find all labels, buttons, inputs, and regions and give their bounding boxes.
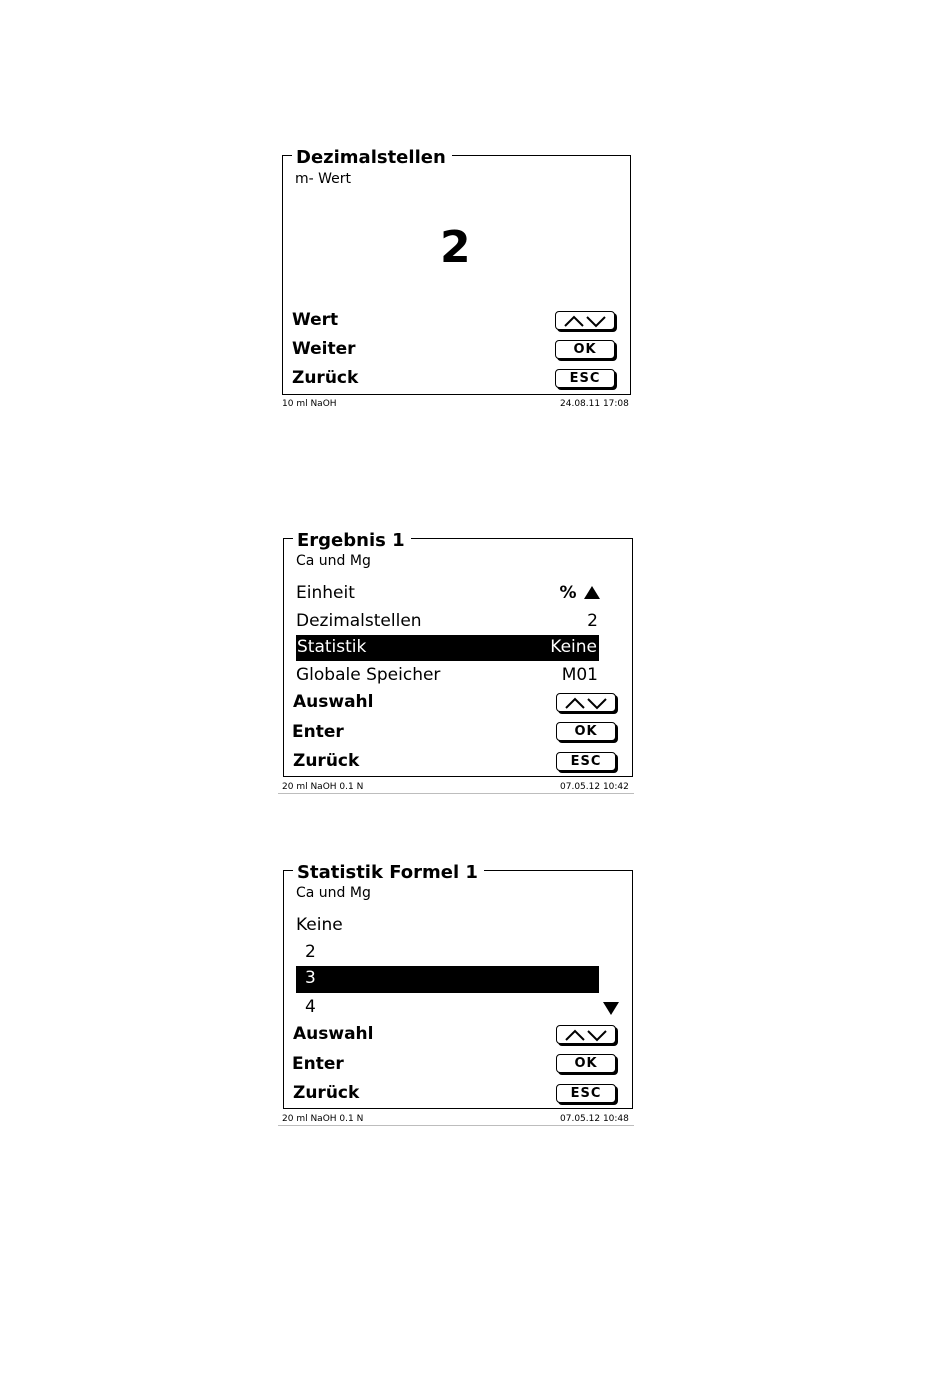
action-label-auswahl: Auswahl (293, 692, 374, 712)
row-label: Globale Speicher (296, 665, 441, 685)
status-right: 07.05.12 10:48 (560, 1114, 629, 1124)
menu-row-statistik[interactable] (296, 635, 599, 661)
status-left: 20 ml NaOH 0.1 N (282, 1114, 364, 1124)
menu-row-dezimalstellen[interactable] (296, 609, 600, 633)
option-2[interactable] (296, 940, 600, 964)
action-label-enter: Enter (292, 1054, 344, 1074)
option-3[interactable] (296, 966, 599, 993)
row-value: M01 (561, 665, 598, 685)
down-triangle-icon[interactable] (603, 1002, 619, 1015)
esc-button[interactable]: ESC (555, 369, 615, 388)
row-label: Einheit (296, 583, 355, 603)
ok-button[interactable]: OK (556, 1054, 616, 1073)
ok-button[interactable]: OK (556, 722, 616, 741)
row-label: Dezimalstellen (296, 611, 422, 631)
up-down-arrows-icon (564, 1028, 608, 1042)
action-label-enter: Enter (292, 722, 344, 742)
option-label: 3 (305, 968, 316, 988)
action-label-auswahl: Auswahl (293, 1024, 374, 1044)
option-label: 4 (305, 997, 316, 1017)
up-down-button[interactable] (556, 1025, 616, 1044)
status-left: 10 ml NaOH (282, 399, 337, 409)
ok-button[interactable]: OK (555, 340, 615, 359)
option-label: 2 (305, 942, 316, 962)
option-4[interactable] (296, 995, 600, 1019)
row-label: Statistik (297, 637, 367, 657)
up-down-button[interactable] (556, 693, 616, 712)
row-value: Keine (550, 637, 597, 657)
row-value: 2 (587, 611, 598, 631)
up-down-arrows-icon (563, 314, 607, 328)
action-label-zurueck: Zurück (292, 368, 359, 388)
up-triangle-icon (584, 586, 600, 599)
action-label-zurueck: Zurück (293, 751, 360, 771)
screen-title: Dezimalstellen (292, 148, 452, 168)
screen-title: Ergebnis 1 (293, 531, 411, 551)
screen-subtitle: Ca und Mg (296, 553, 371, 569)
action-label-zurueck: Zurück (293, 1083, 360, 1103)
status-right: 07.05.12 10:42 (560, 782, 629, 792)
esc-button[interactable]: ESC (556, 1084, 616, 1103)
esc-button[interactable]: ESC (556, 752, 616, 771)
status-divider (278, 793, 634, 794)
status-left: 20 ml NaOH 0.1 N (282, 782, 364, 792)
row-value: % (559, 583, 577, 603)
action-label-weiter: Weiter (292, 339, 356, 359)
decimal-value[interactable]: 2 (440, 222, 471, 273)
screen-subtitle: Ca und Mg (296, 885, 371, 901)
screen-subtitle: m- Wert (295, 171, 352, 187)
up-down-button[interactable] (555, 311, 615, 330)
screen-title: Statistik Formel 1 (293, 863, 484, 883)
status-right: 24.08.11 17:08 (560, 399, 629, 409)
status-divider (278, 1125, 634, 1126)
menu-row-einheit[interactable] (296, 581, 600, 605)
menu-row-globale-speicher[interactable] (296, 663, 600, 687)
option-keine[interactable] (296, 913, 600, 937)
option-label: Keine (296, 915, 343, 935)
up-down-arrows-icon (564, 696, 608, 710)
action-label-wert: Wert (292, 310, 339, 330)
